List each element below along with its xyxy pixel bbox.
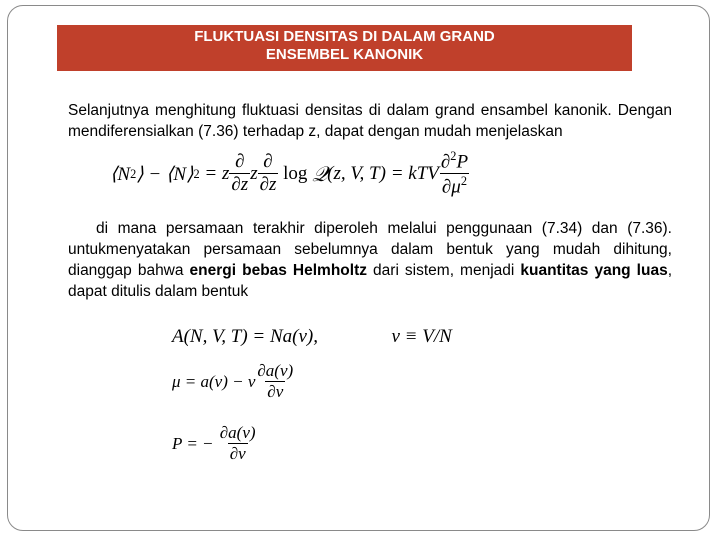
explanation-text-1: di mana persamaan terakhir diperoleh melalui penggunaan (7.34) dan (7.36). untukmenyatakan persamaan sebelumnya dalam bentuk yang mudah dihitung, dianggap bahwa (68, 220, 672, 279)
eq1-sup-2: 2 (193, 166, 200, 181)
eq4-left: P = − (172, 434, 214, 453)
pressure-equation (172, 418, 258, 470)
eq1-args: (z, V, T) = kTV (327, 163, 439, 184)
eq3-frac-num: ∂a(v) (257, 361, 294, 381)
slide-title-banner (57, 25, 632, 71)
eq4-frac-num: ∂a(v) (219, 423, 256, 443)
eq3-frac (255, 362, 295, 401)
extensive-quantity-term: kuantitas yang luas (520, 262, 668, 279)
eq1-frac-1-den: ∂z (231, 174, 249, 196)
eq1-frac-2 (258, 152, 279, 196)
eq1-frac-3-p: P (456, 151, 469, 173)
eq1-frac-3-sup: 2 (450, 148, 457, 163)
eq2-right: v ≡ V/N (391, 326, 452, 347)
explanation-text-2: dari sistem, menjadi (367, 262, 521, 279)
eq1-lhs-b: ⟩ − ⟨N⟩ (136, 163, 194, 185)
fluctuation-equation (110, 150, 470, 198)
eq2-left: A(N, V, T) = Na(v), (172, 326, 318, 347)
slide-title-line-1: FLUKTUASI DENSITAS DI DALAM GRAND (194, 28, 495, 45)
eq1-log: log (283, 163, 308, 184)
eq3-frac-den: ∂v (267, 382, 284, 402)
eq1-frac-2-den: ∂z (259, 174, 277, 196)
eq1-frac-1-num: ∂ (235, 151, 245, 173)
explanation-text-3: , dapat ditulis dalam bentuk (68, 262, 673, 300)
chemical-potential-equation (172, 356, 295, 408)
eq1-rhs-z: = z (204, 163, 230, 184)
slide-title-line-2: ENSEMBEL KANONIK (265, 46, 424, 63)
eq1-script-q: 𝒬 (312, 161, 328, 186)
eq4-frac (218, 424, 258, 463)
eq1-lhs-a: ⟨N (110, 163, 131, 185)
helmholtz-term: energi bebas Helmholtz (189, 262, 367, 279)
eq1-sup-1: 2 (130, 166, 137, 181)
eq1-frac-3-den (440, 173, 469, 198)
eq1-frac-3-den-sup: 2 (460, 174, 468, 189)
eq1-frac-3-dmu: ∂μ (441, 176, 461, 198)
eq1-frac-2-num: ∂ (263, 151, 273, 173)
eq1-frac-3-num (439, 150, 470, 173)
explanation-paragraph (68, 218, 672, 302)
eq1-frac-3 (439, 150, 470, 198)
eq3-left: μ = a(v) − v (172, 372, 256, 391)
eq4-frac-den: ∂v (229, 444, 246, 464)
eq1-frac-1 (229, 152, 250, 196)
intro-paragraph: Selanjutnya menghitung fluktuasi densitas di dalam grand ensambel kanonik. Dengan mendiferensialkan (7.36) terhadap z, dapat dengan mudah menjelaskan (68, 102, 672, 140)
eq1-frac-3-partial: ∂ (440, 151, 451, 173)
helmholtz-equation (172, 326, 452, 348)
eq1-z: z (250, 163, 258, 184)
